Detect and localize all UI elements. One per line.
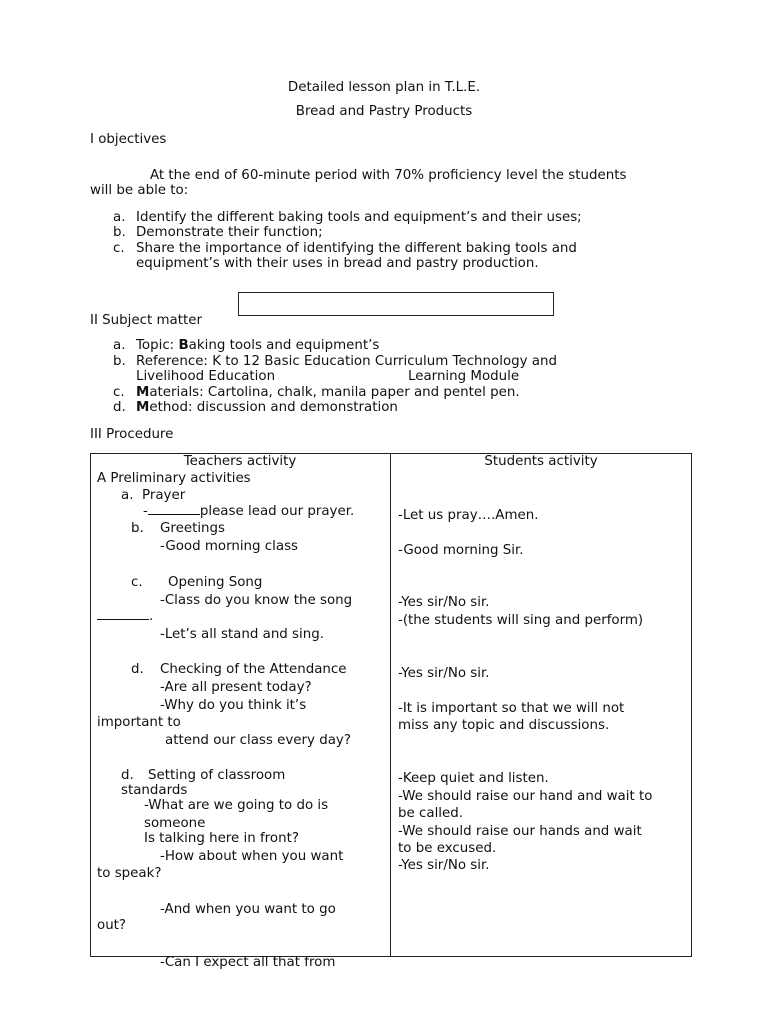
teacher-c-line2-text: . — [149, 609, 154, 624]
subject-d-marker: d. — [113, 400, 126, 415]
teacher-a-line-text: please lead our prayer. — [199, 504, 355, 519]
objective-b-text: Demonstrate their function; — [136, 225, 323, 240]
teacher-b-line: -Good morning class — [160, 539, 299, 554]
objective-c-text-line1: Share the importance of identifying the different baking tools and — [136, 241, 577, 256]
teacher-d-marker: d. — [131, 662, 144, 677]
teacher-b-title: Greetings — [160, 521, 225, 536]
subject-d-rest: ethod: discussion and demonstration — [149, 400, 398, 415]
teacher-a-line — [143, 504, 354, 520]
objective-a-text: Identify the different baking tools and equipment’s and their uses; — [136, 210, 582, 225]
objective-a-marker: a. — [113, 210, 126, 225]
subject-b-text-line2a: Livelihood Education — [136, 369, 276, 384]
student-line-6b: miss any topic and discussions. — [398, 718, 610, 733]
teacher-c-line2 — [97, 609, 153, 625]
teacher-d-line3: important to — [97, 715, 181, 730]
subject-a-bold: B — [178, 338, 189, 353]
procedure-heading: III Procedure — [90, 427, 174, 442]
subject-c-rest: aterials: Cartolina, chalk, manila paper and pentel pen. — [149, 385, 520, 400]
subject-a-marker: a. — [113, 338, 126, 353]
subject-b-marker: b. — [113, 354, 126, 369]
teacher-e-title: Setting of classroom — [148, 768, 286, 783]
procedure-table-divider — [390, 453, 391, 957]
subject-c-bold: M — [136, 385, 150, 400]
teacher-e-line4: -How about when you want — [160, 849, 344, 864]
teacher-e-marker: d. — [121, 768, 134, 783]
teacher-e-line1: -What are we going to do is — [144, 798, 329, 813]
objective-b-marker: b. — [113, 225, 126, 240]
teacher-b-marker: b. — [131, 521, 144, 536]
student-line-9a: -We should raise our hands and wait — [398, 824, 642, 839]
student-line-2: -Good morning Sir. — [398, 543, 524, 558]
teacher-e-line5: to speak? — [97, 866, 162, 881]
student-line-8a: -We should raise our hand and wait to — [398, 789, 653, 804]
subject-d-bold: M — [136, 400, 150, 415]
teacher-e-line6: -And when you want to go — [160, 902, 336, 917]
teacher-a-title: Prayer — [142, 488, 186, 503]
teacher-c-line3: -Let’s all stand and sing. — [160, 627, 325, 642]
teacher-preliminary: A Preliminary activities — [97, 471, 251, 486]
blank-box — [238, 292, 554, 316]
teacher-a-marker: a. — [121, 488, 134, 503]
student-line-7: -Keep quiet and listen. — [398, 771, 549, 786]
student-line-1: -Let us pray….Amen. — [398, 508, 539, 523]
student-line-5: -Yes sir/No sir. — [398, 666, 490, 681]
subject-a-prefix: Topic: — [136, 338, 179, 353]
teacher-overflow-line: -Can I expect all that from — [160, 955, 336, 970]
subject-a-rest: aking tools and equipment’s — [188, 338, 380, 353]
subject-b-text-line2b: Learning Module — [408, 369, 520, 384]
teacher-e-line7: out? — [97, 918, 127, 933]
teacher-d-line4: attend our class every day? — [165, 733, 351, 748]
objectives-intro-line1: At the end of 60-minute period with 70% proficiency level the students — [150, 168, 627, 183]
teacher-e-line3: Is talking here in front? — [144, 831, 299, 846]
subject-d-text — [136, 400, 398, 416]
document-subtitle: Bread and Pastry Products — [295, 104, 473, 119]
teacher-d-title: Checking of the Attendance — [160, 662, 347, 677]
student-line-9b: to be excused. — [398, 841, 497, 856]
objectives-heading: I objectives — [90, 132, 167, 147]
student-line-4: -(the students will sing and perform) — [398, 613, 644, 628]
teacher-c-title: Opening Song — [168, 575, 263, 590]
student-line-10: -Yes sir/No sir. — [398, 858, 490, 873]
objective-c-text-line2: equipment’s with their uses in bread and pastry production. — [136, 256, 539, 271]
teacher-a-dash: - — [143, 504, 148, 519]
subject-c-text — [136, 385, 520, 401]
student-activity-header: Students activity — [484, 454, 598, 469]
teacher-e-title2: standards — [121, 783, 188, 798]
teacher-d-line2: -Why do you think it’s — [160, 698, 307, 713]
subject-a-text — [136, 338, 379, 354]
student-line-6a: -It is important so that we will not — [398, 701, 625, 716]
objective-c-marker: c. — [113, 241, 125, 256]
subject-b-text-line1: Reference: K to 12 Basic Education Curriculum Technology and — [136, 354, 558, 369]
teacher-activity-header: Teachers activity — [183, 454, 297, 469]
teacher-c-marker: c. — [131, 575, 143, 590]
teacher-c-line1: -Class do you know the song — [160, 593, 353, 608]
teacher-e-line2: someone — [144, 816, 206, 831]
objectives-intro-line2: will be able to: — [90, 183, 189, 198]
teacher-d-line1: -Are all present today? — [160, 680, 312, 695]
subject-matter-heading: II Subject matter — [90, 313, 202, 328]
subject-c-marker: c. — [113, 385, 125, 400]
student-line-8b: be called. — [398, 806, 463, 821]
student-line-3: -Yes sir/No sir. — [398, 595, 490, 610]
blank-line — [148, 514, 200, 515]
document-title: Detailed lesson plan in T.L.E. — [287, 80, 481, 95]
blank-line — [97, 619, 149, 620]
